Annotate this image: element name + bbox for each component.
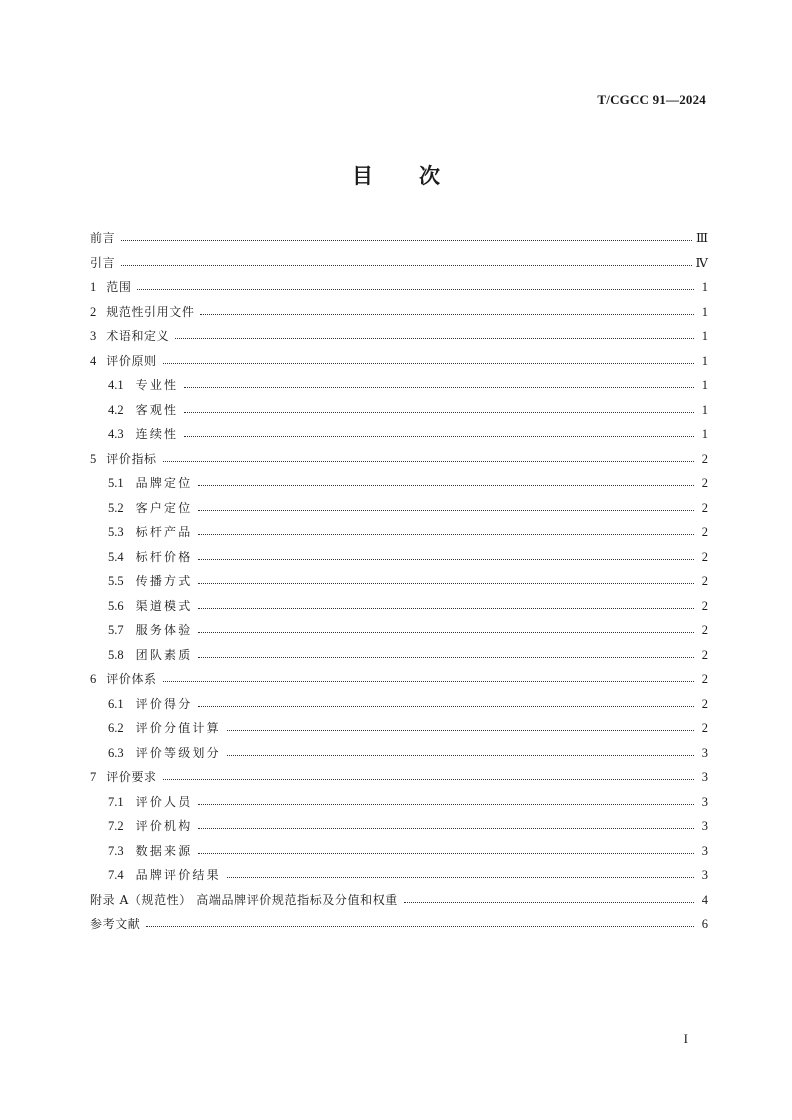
toc-entry-number: 6.2 <box>108 721 124 736</box>
toc-entry-number: 3 <box>90 329 97 344</box>
toc-dot-leader <box>198 631 694 633</box>
toc-entry-number: 5.3 <box>108 525 124 540</box>
toc-entry-number: 7.1 <box>108 794 124 809</box>
toc-entry-label: 前言 <box>90 231 116 246</box>
toc-entry-label: 参考文献 <box>90 917 141 932</box>
toc-entry-page: 2 <box>701 549 708 564</box>
toc-dot-leader <box>198 484 694 486</box>
toc-dot-leader <box>184 411 694 413</box>
toc-entry-page: 3 <box>701 819 708 834</box>
toc-dot-leader <box>198 827 694 829</box>
toc-entry-label: 评价要求 <box>106 770 157 785</box>
toc-entry[interactable] <box>90 447 708 472</box>
toc-entry-label: 规范性引用文件 <box>106 304 195 319</box>
toc-entry-number: 6.3 <box>108 745 124 760</box>
toc-entry[interactable] <box>90 716 708 741</box>
toc-entry-label: 评价指标 <box>106 451 157 466</box>
toc-dot-leader <box>198 607 694 609</box>
toc-entry-page: 2 <box>701 451 708 466</box>
toc-entry[interactable] <box>90 839 708 864</box>
toc-entry-number: 5.5 <box>108 574 124 589</box>
toc-entry-page: 2 <box>701 696 708 711</box>
toc-dot-leader <box>163 460 694 462</box>
toc-entry-label: 品牌定位 <box>135 476 193 491</box>
toc-entry[interactable] <box>90 667 708 692</box>
toc-entry[interactable] <box>90 398 708 423</box>
toc-dot-leader <box>137 288 694 290</box>
toc-entry-page: Ⅳ <box>695 255 708 270</box>
toc-entry-number: 7 <box>90 770 97 785</box>
toc-entry[interactable] <box>90 496 708 521</box>
toc-entry[interactable] <box>90 275 708 300</box>
toc-dot-leader <box>163 362 694 364</box>
toc-entry[interactable] <box>90 594 708 619</box>
toc-entry-label: 评价原则 <box>106 353 157 368</box>
toc-dot-leader <box>198 705 694 707</box>
toc-entry-label: 专业性 <box>135 378 179 393</box>
toc-entry[interactable] <box>90 324 708 349</box>
toc-entry-page: 2 <box>701 721 708 736</box>
toc-entry-label: 客观性 <box>135 402 179 417</box>
toc-entry-label: 评价等级划分 <box>135 745 221 760</box>
toc-entry-page: 2 <box>701 672 708 687</box>
page-title-char-2: 次 <box>419 164 440 188</box>
toc-entry-label: 标杆价格 <box>135 549 193 564</box>
table-of-contents <box>90 226 708 937</box>
standard-code: T/CGCC 91—2024 <box>597 92 706 107</box>
toc-dot-leader <box>198 656 694 658</box>
toc-entry[interactable] <box>90 520 708 545</box>
toc-entry[interactable] <box>90 888 708 913</box>
toc-dot-leader <box>227 729 694 731</box>
toc-dot-leader <box>227 754 694 756</box>
toc-entry-label: 渠道模式 <box>135 598 193 613</box>
toc-entry-number: 5.4 <box>108 549 124 564</box>
page-title <box>0 160 792 190</box>
toc-entry-number: 7.3 <box>108 843 124 858</box>
toc-entry-number: 5.2 <box>108 500 124 515</box>
toc-entry-page: 1 <box>701 427 708 442</box>
toc-dot-leader <box>198 558 694 560</box>
toc-entry-page: 2 <box>701 525 708 540</box>
toc-entry[interactable] <box>90 692 708 717</box>
toc-dot-leader <box>200 313 694 315</box>
toc-entry-number: 5.8 <box>108 647 124 662</box>
toc-entry-label: 评价机构 <box>135 819 193 834</box>
toc-entry-number: 4.1 <box>108 378 124 393</box>
toc-entry-page: 1 <box>701 378 708 393</box>
toc-entry-page: 3 <box>701 868 708 883</box>
toc-dot-leader <box>198 509 694 511</box>
toc-dot-leader <box>198 533 694 535</box>
toc-entry-number: 5.1 <box>108 476 124 491</box>
toc-entry-label: 团队素质 <box>135 647 193 662</box>
toc-entry-label: 传播方式 <box>135 574 193 589</box>
toc-entry[interactable] <box>90 618 708 643</box>
toc-entry[interactable] <box>90 643 708 668</box>
toc-dot-leader <box>121 264 691 266</box>
toc-entry-page: Ⅲ <box>695 231 708 246</box>
toc-entry-page: 4 <box>701 892 708 907</box>
toc-entry[interactable] <box>90 765 708 790</box>
toc-entry-page: 2 <box>701 574 708 589</box>
toc-entry-label: 客户定位 <box>135 500 193 515</box>
toc-entry[interactable] <box>90 569 708 594</box>
toc-entry-label: 评价得分 <box>135 696 193 711</box>
toc-entry[interactable] <box>90 226 708 251</box>
toc-dot-leader <box>198 852 694 854</box>
toc-entry-label: 品牌评价结果 <box>135 868 221 883</box>
toc-entry-label: 服务体验 <box>135 623 193 638</box>
toc-dot-leader <box>146 925 694 927</box>
toc-entry[interactable] <box>90 349 708 374</box>
toc-entry[interactable] <box>90 373 708 398</box>
toc-entry[interactable] <box>90 814 708 839</box>
toc-entry-number: 6.1 <box>108 696 124 711</box>
toc-entry-page: 6 <box>701 917 708 932</box>
toc-entry-number: 4 <box>90 353 97 368</box>
toc-entry-page: 2 <box>701 647 708 662</box>
toc-entry-number: 6 <box>90 672 97 687</box>
toc-dot-leader <box>163 680 694 682</box>
toc-entry[interactable] <box>90 251 708 276</box>
toc-entry[interactable] <box>90 471 708 496</box>
toc-dot-leader <box>198 582 694 584</box>
toc-entry[interactable] <box>90 545 708 570</box>
toc-entry-page: 1 <box>701 353 708 368</box>
toc-entry[interactable] <box>90 422 708 447</box>
toc-entry-page: 2 <box>701 623 708 638</box>
toc-entry-page: 1 <box>701 304 708 319</box>
toc-entry-page: 2 <box>701 476 708 491</box>
toc-entry-label: 引言 <box>90 255 116 270</box>
toc-entry-number: 7.4 <box>108 868 124 883</box>
toc-dot-leader <box>404 901 694 903</box>
toc-entry-label: 评价人员 <box>135 794 193 809</box>
toc-entry[interactable] <box>90 790 708 815</box>
toc-entry-number: 5 <box>90 451 97 466</box>
toc-entry-label: 范围 <box>106 280 132 295</box>
toc-entry-page: 1 <box>701 329 708 344</box>
toc-entry-label: 评价体系 <box>106 672 157 687</box>
page-number: I <box>683 1031 688 1046</box>
toc-entry-number: 4.3 <box>108 427 124 442</box>
toc-dot-leader <box>184 386 694 388</box>
toc-entry-label: 评价分值计算 <box>135 721 221 736</box>
toc-entry-number: 2 <box>90 304 97 319</box>
toc-entry-page: 3 <box>701 843 708 858</box>
toc-entry-page: 1 <box>701 280 708 295</box>
toc-entry-page: 3 <box>701 794 708 809</box>
toc-entry-label: 附录 A（规范性） 高端品牌评价规范指标及分值和权重 <box>90 892 398 907</box>
toc-entry-page: 3 <box>701 745 708 760</box>
toc-entry-page: 2 <box>701 500 708 515</box>
toc-dot-leader <box>184 435 694 437</box>
toc-dot-leader <box>198 803 694 805</box>
toc-entry-page: 2 <box>701 598 708 613</box>
toc-entry-label: 数据来源 <box>135 843 193 858</box>
toc-dot-leader <box>227 876 694 878</box>
toc-entry[interactable] <box>90 300 708 325</box>
toc-entry-number: 5.7 <box>108 623 124 638</box>
toc-dot-leader <box>121 239 692 241</box>
toc-entry[interactable] <box>90 741 708 766</box>
toc-entry-label: 连续性 <box>135 427 179 442</box>
toc-dot-leader <box>175 337 694 339</box>
toc-dot-leader <box>163 778 694 780</box>
toc-entry-number: 7.2 <box>108 819 124 834</box>
toc-entry-label: 术语和定义 <box>106 329 170 344</box>
toc-entry-number: 5.6 <box>108 598 124 613</box>
toc-entry[interactable] <box>90 863 708 888</box>
toc-entry[interactable] <box>90 912 708 937</box>
toc-entry-label: 标杆产品 <box>135 525 193 540</box>
toc-entry-page: 3 <box>701 770 708 785</box>
toc-entry-page: 1 <box>701 402 708 417</box>
toc-entry-number: 1 <box>90 280 97 295</box>
toc-entry-number: 4.2 <box>108 402 124 417</box>
page-title-char-1: 目 <box>352 164 373 188</box>
